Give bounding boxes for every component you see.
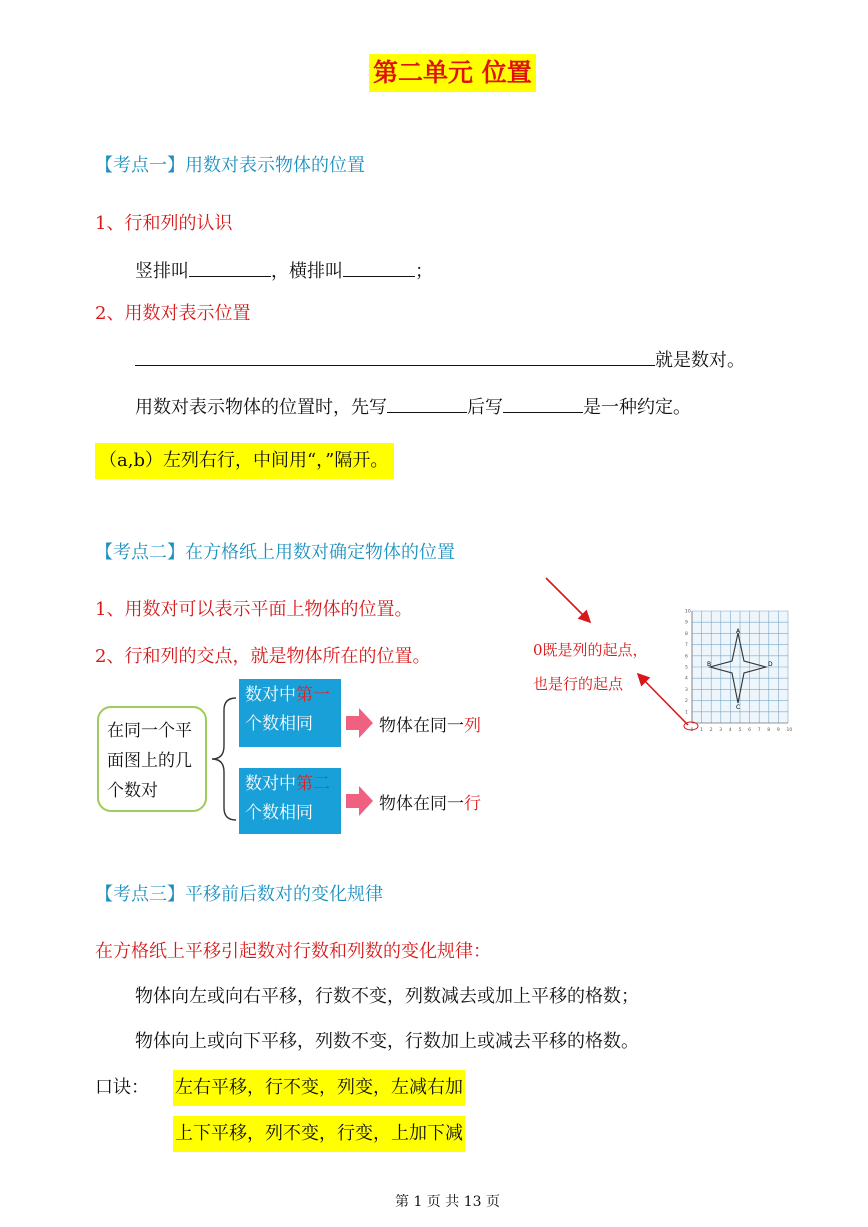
point-label-c: C — [736, 704, 741, 711]
x-tick-label: 10 — [786, 728, 793, 733]
x-tick-label: 1 — [700, 728, 703, 733]
mnemonic-label: 口诀： — [95, 1077, 149, 1098]
kp2-heading: 【考点二】在方格纸上用数对确定物体的位置 — [95, 542, 455, 563]
box1-text-c: 个数相同 — [245, 714, 313, 734]
kp1-s1-title: 1、行和列的认识 — [95, 213, 233, 234]
x-tick-label: 6 — [748, 728, 751, 733]
x-tick-label: 2 — [709, 728, 713, 733]
x-tick-label: 5 — [738, 728, 742, 733]
x-tick-label: 8 — [767, 728, 771, 733]
arrow-right-icon — [346, 706, 374, 740]
kp3-heading: 【考点三】平移前后数对的变化规律 — [95, 884, 383, 905]
res2-text-a: 物体在同一 — [379, 794, 464, 814]
y-tick-label: 2 — [685, 699, 688, 705]
y-tick-label: 5 — [685, 665, 688, 671]
y-tick-label: 10 — [685, 609, 691, 615]
blank-horizontal[interactable] — [343, 258, 415, 277]
x-tick-label: 7 — [757, 728, 761, 733]
y-tick-label: 1 — [685, 710, 688, 716]
blank-vertical[interactable] — [189, 258, 271, 277]
result-same-column — [379, 711, 481, 736]
kp3-line2: 物体向上或向下平移，列数不变，行数加上或减去平移的格数。 — [135, 1031, 639, 1052]
res1-text-a: 物体在同一 — [379, 716, 464, 736]
coordinate-grid — [680, 605, 795, 735]
kp1-s2-line2 — [135, 394, 691, 420]
x-tick-label: 9 — [776, 728, 780, 733]
kp1-s2-line1 — [135, 347, 745, 373]
x-tick-label: 0 — [690, 728, 694, 733]
blank-first[interactable] — [387, 394, 467, 413]
point-label-a: A — [736, 628, 741, 635]
s2-line2-c: 是一种约定。 — [583, 397, 691, 418]
box-second-number — [239, 768, 341, 834]
x-tick-label: 4 — [728, 728, 732, 733]
s1-text-a: 竖排叫 — [135, 261, 189, 282]
page-footer: 第 1 页 共 13 页 — [395, 1194, 500, 1210]
point-label-d: D — [768, 661, 773, 668]
mnemonic-2: 上下平移，列不变，行变，上加下减 — [173, 1116, 465, 1152]
kp2-point2: 2、行和列的交点，就是物体所在的位置。 — [95, 646, 431, 667]
y-tick-label: 8 — [685, 631, 688, 637]
y-tick-label: 3 — [685, 687, 688, 693]
s1-text-b: ，横排叫 — [271, 261, 343, 282]
res1-text-b: 列 — [464, 716, 481, 736]
origin-note-2: 也是行的起点 — [533, 675, 624, 693]
res2-text-b: 行 — [464, 794, 481, 814]
origin-note-1: 0既是列的起点， — [533, 641, 648, 659]
box2-text-b: 第二 — [296, 774, 330, 794]
y-tick-label: 9 — [685, 620, 688, 626]
left-group-box: 在同一个平面图上的几个数对 — [97, 706, 207, 812]
kp3-rule-title: 在方格纸上平移引起数对行数和列数的变化规律： — [95, 941, 491, 962]
kp1-heading: 【考点一】用数对表示物体的位置 — [95, 155, 365, 176]
box1-text-a: 数对中 — [245, 685, 296, 705]
y-tick-label: 4 — [685, 676, 688, 682]
s2-line2-b: 后写 — [467, 397, 503, 418]
s2-line1-end: 就是数对。 — [655, 350, 745, 371]
box2-text-c: 个数相同 — [245, 803, 313, 823]
box1-text-b: 第一 — [296, 685, 330, 705]
brace — [208, 696, 242, 826]
kp3-line1: 物体向左或向右平移，行数不变，列数减去或加上平移的格数； — [135, 986, 639, 1007]
point-label-b: B — [707, 661, 712, 668]
kp1-note: （a,b）左列右行，中间用“，”隔开。 — [95, 443, 394, 479]
y-tick-label: 6 — [685, 654, 688, 660]
x-tick-label: 3 — [719, 728, 723, 733]
kp1-s1-line — [135, 258, 433, 284]
arrow-right-icon — [346, 784, 374, 818]
blank-definition[interactable] — [135, 347, 655, 366]
result-same-row — [379, 789, 481, 814]
mnemonic-1: 左右平移，行不变，列变，左减右加 — [173, 1070, 465, 1106]
box2-text-a: 数对中 — [245, 774, 296, 794]
y-tick-label: 7 — [685, 643, 688, 649]
blank-second[interactable] — [503, 394, 583, 413]
box-first-number — [239, 679, 341, 747]
s1-text-c: ； — [415, 261, 433, 282]
kp2-point1: 1、用数对可以表示平面上物体的位置。 — [95, 599, 413, 620]
s2-line2-a: 用数对表示物体的位置时，先写 — [135, 397, 387, 418]
arrow-down-right — [546, 578, 590, 622]
kp1-s2-title: 2、用数对表示位置 — [95, 303, 251, 324]
page-title: 第二单元 位置 — [369, 54, 536, 92]
